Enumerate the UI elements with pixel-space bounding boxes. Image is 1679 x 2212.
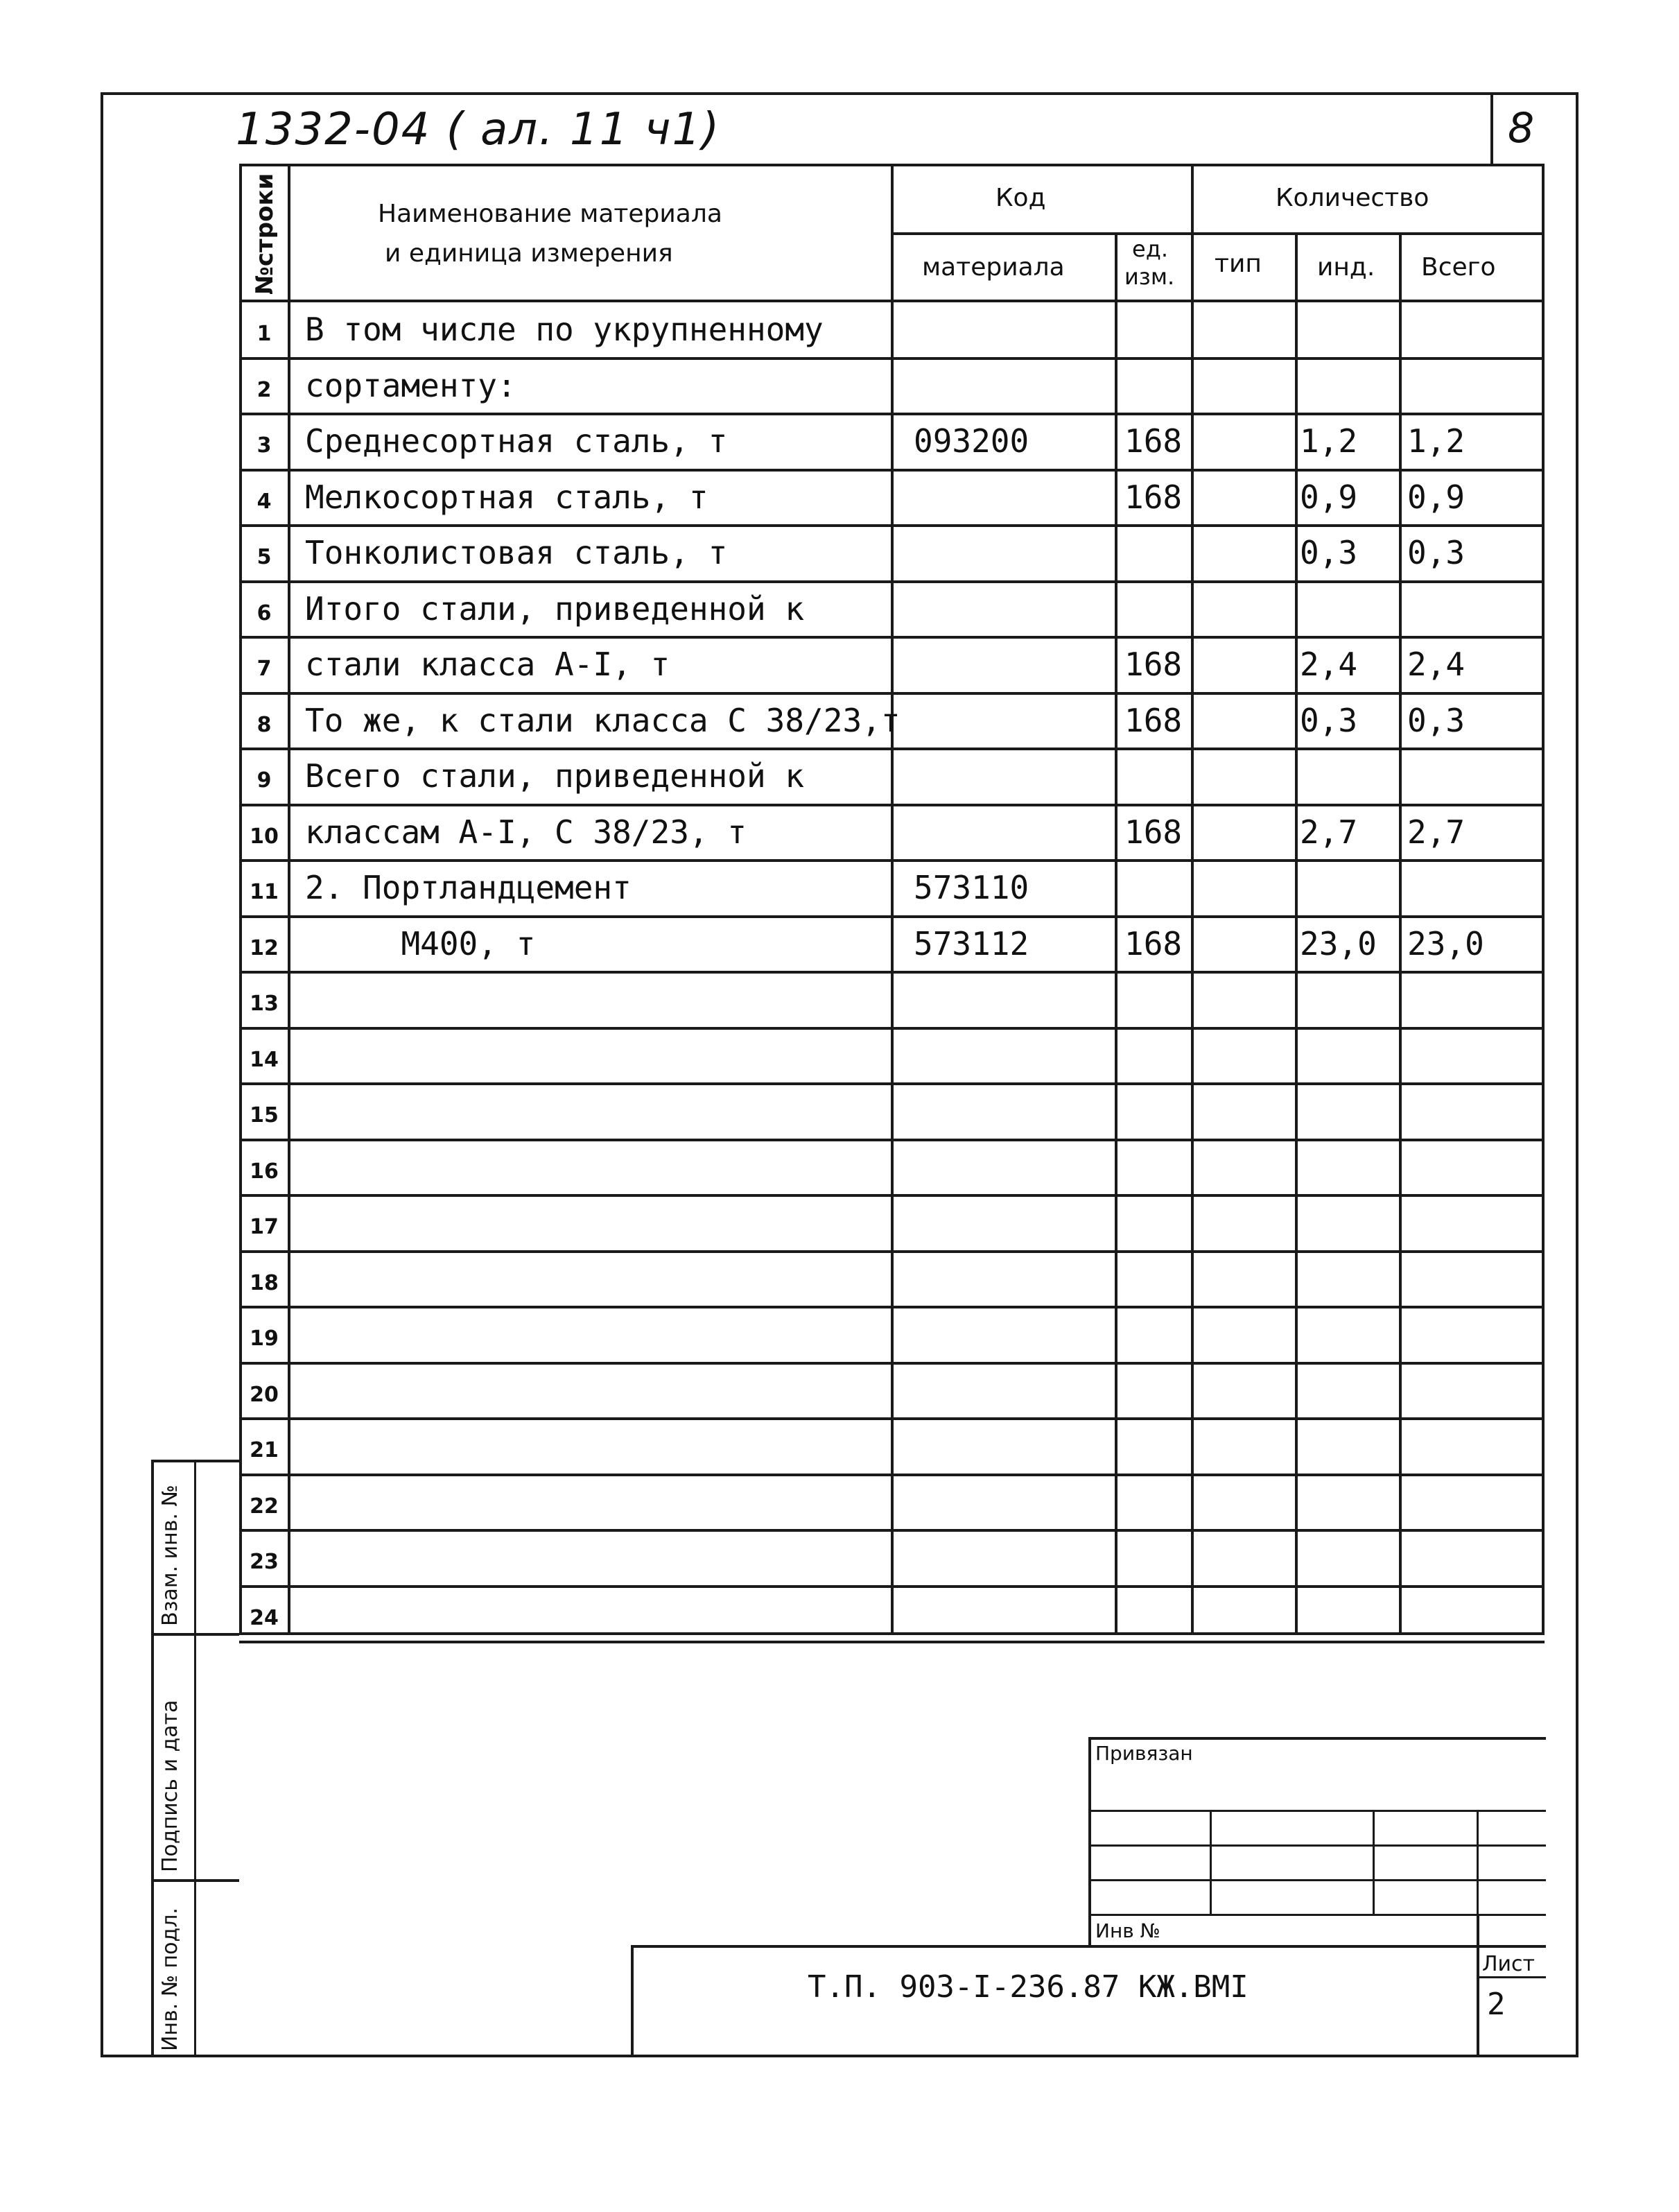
row-material-name: сортаменту: — [305, 367, 516, 404]
row-number: 19 — [250, 1327, 279, 1351]
row-qty-ind: 0,9 — [1300, 478, 1358, 516]
row-separator — [239, 1474, 1545, 1476]
row-separator — [239, 971, 1545, 974]
row-number: 5 — [256, 545, 272, 569]
row-number: 23 — [250, 1550, 279, 1574]
row-unit-code: 168 — [1124, 813, 1183, 851]
row-number: 22 — [250, 1494, 279, 1519]
row-separator — [239, 1585, 1545, 1588]
row-material-code: 093200 — [914, 422, 1029, 460]
row-unit-code: 168 — [1124, 925, 1183, 962]
row-number: 9 — [256, 768, 272, 793]
header-code-material: материала — [922, 253, 1065, 282]
row-number: 16 — [250, 1159, 279, 1184]
row-material-name: То же, к стали класса С 38/23,т — [305, 702, 901, 739]
privyazan-col-3 — [1477, 1810, 1479, 1914]
row-separator — [239, 859, 1545, 862]
title-block-top — [631, 1945, 1546, 1948]
row-separator — [239, 1139, 1545, 1141]
inv-no-label: Инв № — [1095, 1919, 1160, 1942]
row-number: 10 — [250, 824, 279, 849]
row-separator — [239, 692, 1545, 695]
row-separator — [239, 1194, 1545, 1197]
header-code: Код — [995, 184, 1046, 212]
row-material-name: 2. Портландцемент — [305, 869, 632, 906]
row-number: 7 — [256, 657, 272, 681]
row-qty-ind: 1,2 — [1300, 422, 1358, 460]
row-material-name: В том числе по укрупненному — [305, 311, 824, 348]
row-material-name: классам А-I, С 38/23, т — [305, 813, 747, 851]
row-qty-total: 0,3 — [1407, 534, 1465, 571]
row-qty-total: 0,9 — [1407, 478, 1465, 516]
row-separator — [239, 1362, 1545, 1365]
header-qty-ind: инд. — [1317, 253, 1375, 282]
row-separator — [239, 748, 1545, 750]
col-sep-unit — [1191, 164, 1194, 1635]
row-qty-total: 23,0 — [1407, 925, 1484, 962]
row-separator — [239, 636, 1545, 639]
row-material-name: Среднесортная сталь, т — [305, 422, 728, 460]
col-sep-code — [1115, 232, 1117, 1635]
row-qty-ind: 2,4 — [1300, 646, 1358, 683]
row-number: 13 — [250, 992, 279, 1016]
header-code-unit-2: изм. — [1124, 263, 1175, 290]
privyazan-label: Привязан — [1095, 1742, 1193, 1765]
row-qty-ind: 0,3 — [1300, 702, 1358, 739]
row-material-name: Итого стали, приведенной к — [305, 590, 805, 628]
row-separator — [239, 469, 1545, 472]
page-corner-number: 8 — [1508, 104, 1535, 153]
row-number: 1 — [256, 322, 272, 346]
row-number: 6 — [256, 601, 272, 625]
privyazan-col-1 — [1210, 1810, 1212, 1914]
row-number: 17 — [250, 1215, 279, 1239]
row-number: 3 — [256, 433, 272, 458]
title-block-left — [631, 1945, 634, 2057]
stamp-sep-1 — [151, 1633, 239, 1636]
row-qty-total: 1,2 — [1407, 422, 1465, 460]
header-subline — [891, 232, 1545, 235]
row-material-name: Тонколистовая сталь, т — [305, 534, 728, 571]
row-number: 15 — [250, 1103, 279, 1127]
col-sep-type — [1295, 232, 1298, 1635]
privyazan-col-2 — [1373, 1810, 1375, 1914]
row-number: 24 — [250, 1606, 279, 1630]
header-name-line2: и единица измерения — [385, 239, 673, 268]
row-unit-code: 168 — [1124, 422, 1183, 460]
row-number: 21 — [250, 1438, 279, 1462]
corner-divider — [1490, 92, 1493, 165]
row-separator — [239, 1306, 1545, 1308]
title-block-sheet-sep — [1477, 1914, 1479, 2057]
row-unit-code: 168 — [1124, 646, 1183, 683]
row-separator — [239, 1082, 1545, 1085]
sheet-label: Лист — [1482, 1952, 1536, 1976]
row-separator — [239, 524, 1545, 527]
row-material-code: 573112 — [914, 925, 1029, 962]
row-separator — [239, 1529, 1545, 1532]
stamp-podpis-data: Подпись и дата — [158, 1700, 182, 1872]
col-sep-name — [891, 164, 894, 1635]
header-qty-total: Всего — [1421, 253, 1496, 282]
handwritten-reference: 1332-04 ( ал. 11 ч1) — [236, 104, 721, 155]
row-qty-ind: 2,7 — [1300, 813, 1358, 851]
stamp-sep-2 — [151, 1879, 239, 1882]
row-separator — [239, 1027, 1545, 1030]
sheet-label-sep — [1477, 1976, 1546, 1978]
row-material-name: Мелкосортная сталь, т — [305, 478, 708, 516]
row-separator — [239, 413, 1545, 415]
row-number: 20 — [250, 1383, 279, 1407]
row-unit-code: 168 — [1124, 478, 1183, 516]
row-qty-total: 2,4 — [1407, 646, 1465, 683]
header-quantity: Количество — [1276, 184, 1429, 212]
header-code-unit-1: ед. — [1132, 236, 1168, 262]
row-separator — [239, 804, 1545, 806]
row-qty-ind: 23,0 — [1300, 925, 1377, 962]
stamp-col-mid — [194, 1460, 196, 2057]
row-material-name: Всего стали, приведенной к — [305, 757, 805, 795]
row-number: 4 — [256, 490, 272, 514]
row-number: 8 — [256, 713, 272, 737]
row-separator — [239, 357, 1545, 360]
row-separator — [239, 1417, 1545, 1420]
stamp-inv-podl: Инв. № подл. — [158, 1908, 182, 2051]
row-material-name: стали класса А-I, т — [305, 646, 670, 683]
row-material-code: 573110 — [914, 869, 1029, 906]
row-separator — [239, 580, 1545, 583]
row-qty-total: 0,3 — [1407, 702, 1465, 739]
row-separator — [239, 1250, 1545, 1253]
stamp-vzam-inv: Взам. инв. № — [158, 1485, 182, 1626]
privyazan-top — [1088, 1737, 1546, 1740]
row-number: 11 — [250, 880, 279, 904]
row-separator — [239, 1641, 1545, 1643]
row-number: 18 — [250, 1271, 279, 1295]
row-qty-total: 2,7 — [1407, 813, 1465, 851]
row-number: 14 — [250, 1048, 279, 1072]
document-designation: Т.П. 903-I-236.87 КЖ.ВМI — [808, 1969, 1249, 2005]
row-unit-code: 168 — [1124, 702, 1183, 739]
row-qty-ind: 0,3 — [1300, 534, 1358, 571]
col-sep-ind — [1399, 232, 1402, 1635]
sheet-number: 2 — [1487, 1987, 1506, 2022]
row-number: 2 — [256, 378, 272, 402]
header-qty-type: тип — [1215, 250, 1262, 278]
row-material-name: М400, т — [305, 925, 536, 962]
row-number: 12 — [250, 936, 279, 960]
header-rownum: №строки — [251, 173, 279, 295]
header-name-line1: Наименование материала — [378, 200, 722, 228]
row-separator — [239, 915, 1545, 918]
stamp-col-left — [151, 1460, 154, 2057]
